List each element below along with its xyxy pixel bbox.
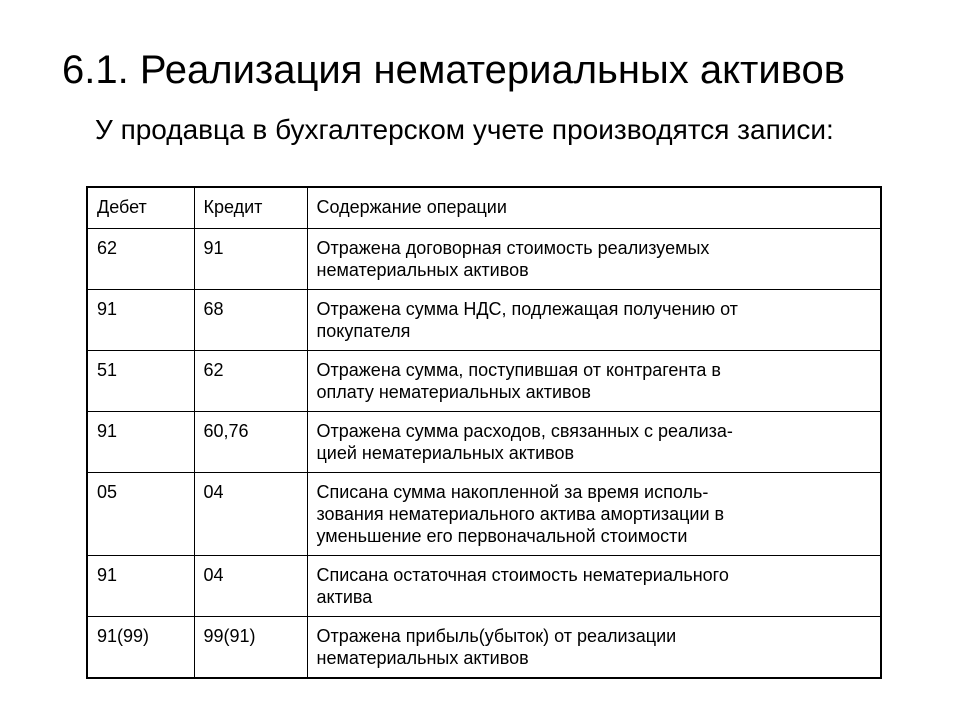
slide-title: 6.1. Реализация нематериальных активов xyxy=(62,48,845,92)
description-line: Отражена прибыль(убыток) от реализации xyxy=(316,626,677,646)
cell-description xyxy=(307,351,881,412)
description-line: Отражена сумма расходов, связанных с реализа- xyxy=(316,421,733,441)
description-line: покупателя xyxy=(316,321,411,341)
header-credit: Кредит xyxy=(194,187,307,229)
cell-credit: 99(91) xyxy=(194,617,307,679)
cell-debit: 51 xyxy=(87,351,194,412)
cell-description xyxy=(307,229,881,290)
cell-credit: 04 xyxy=(194,556,307,617)
description-line: Списана сумма накопленной за время исполь- xyxy=(316,482,709,502)
description-line: зования нематериального актива амортизации в xyxy=(316,504,725,524)
description-line: Отражена сумма, поступившая от контрагента в xyxy=(316,360,721,380)
cell-debit: 05 xyxy=(87,473,194,556)
cell-debit: 91 xyxy=(87,290,194,351)
cell-description xyxy=(307,617,881,679)
header-description: Содержание операции xyxy=(307,187,881,229)
table-row xyxy=(87,556,881,617)
description-line: цией нематериальных активов xyxy=(316,443,575,463)
cell-debit: 91(99) xyxy=(87,617,194,679)
cell-description xyxy=(307,473,881,556)
cell-credit: 60,76 xyxy=(194,412,307,473)
description-line: Отражена договорная стоимость реализуемых xyxy=(316,238,710,258)
cell-description xyxy=(307,412,881,473)
description-line: оплату нематериальных активов xyxy=(316,382,591,402)
table-row xyxy=(87,412,881,473)
description-line: нематериальных активов xyxy=(316,260,529,280)
table-row xyxy=(87,351,881,412)
cell-debit: 62 xyxy=(87,229,194,290)
table-row xyxy=(87,473,881,556)
cell-description xyxy=(307,556,881,617)
table-row xyxy=(87,290,881,351)
cell-debit: 91 xyxy=(87,412,194,473)
description-line: актива xyxy=(316,587,373,607)
cell-credit: 62 xyxy=(194,351,307,412)
table-row xyxy=(87,229,881,290)
description-line: уменьшение его первоначальной стоимости xyxy=(316,526,688,546)
accounting-entries-table xyxy=(86,186,882,679)
table-row xyxy=(87,617,881,679)
table-header-row xyxy=(87,187,881,229)
cell-credit: 04 xyxy=(194,473,307,556)
cell-debit: 91 xyxy=(87,556,194,617)
description-line: нематериальных активов xyxy=(316,648,529,668)
description-line: Отражена сумма НДС, подлежащая получению от xyxy=(316,299,738,319)
slide-subtitle: У продавца в бухгалтерском учете производятся записи: xyxy=(95,114,834,145)
cell-credit: 91 xyxy=(194,229,307,290)
cell-credit: 68 xyxy=(194,290,307,351)
description-line: Списана остаточная стоимость нематериального xyxy=(316,565,729,585)
header-debit: Дебет xyxy=(87,187,194,229)
cell-description xyxy=(307,290,881,351)
